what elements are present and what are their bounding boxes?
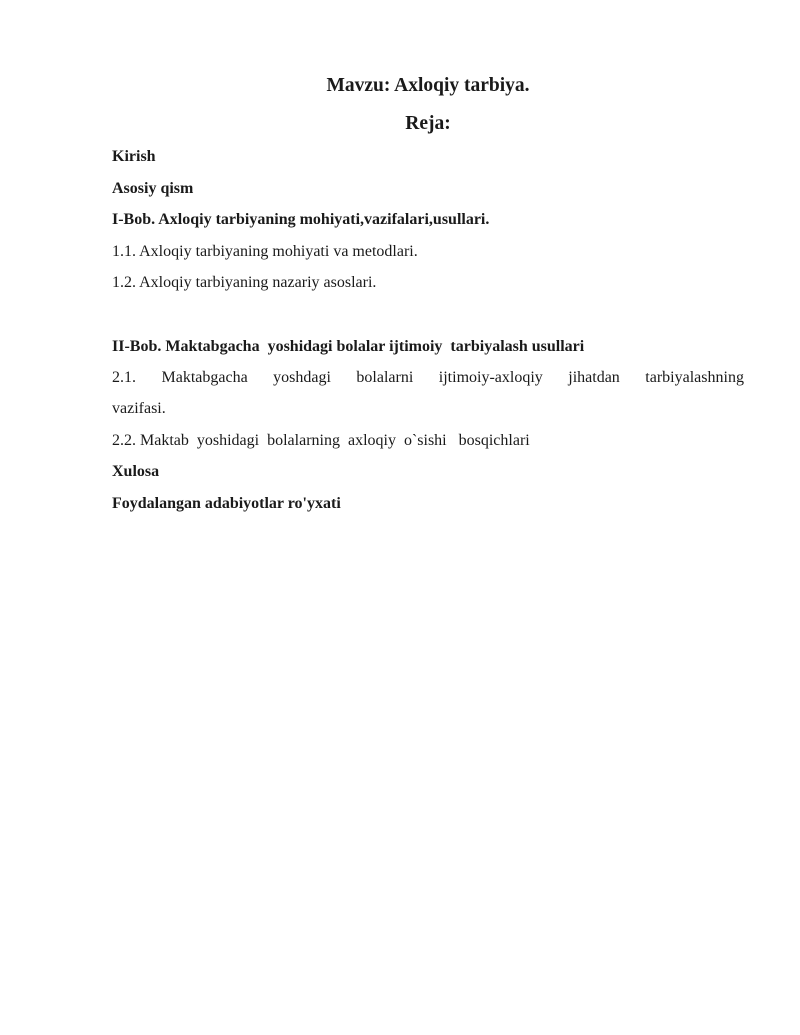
section-2-1-word: 2.1. <box>112 369 136 386</box>
section-2-1-word: ijtimoiy-axloqiy <box>438 369 543 386</box>
section-2-1-continuation: vazifasi. <box>112 400 166 417</box>
section-2-1-word: bolalarni <box>356 369 414 386</box>
plan-item-main-part: Asosiy qism <box>112 180 194 197</box>
plan-heading: Reja: <box>405 113 451 134</box>
plan-item-references: Foydalangan adabiyotlar ro'yxati <box>112 495 341 512</box>
section-2-1-word: tarbiyalashning <box>645 369 744 386</box>
chapter-2-heading: II-Bob. Maktabgacha yoshidagi bolalar ijtimoiy tarbiyalash usullari <box>112 338 585 355</box>
plan-item-conclusion: Xulosa <box>112 463 160 480</box>
chapter-1-heading: I-Bob. Axloqiy tarbiyaning mohiyati,vazifalari,usullari. <box>112 211 490 228</box>
document-title: Mavzu: Axloqiy tarbiya. <box>326 75 530 96</box>
plan-item-intro: Kirish <box>112 148 156 165</box>
section-1-1: 1.1. Axloqiy tarbiyaning mohiyati va metodlari. <box>112 243 418 260</box>
section-2-1-word: jihatdan <box>568 369 620 386</box>
section-2-2: 2.2. Maktab yoshidagi bolalarning axloqiy o`sishi bosqichlari <box>112 432 530 449</box>
section-2-1-word: yoshdagi <box>273 369 331 386</box>
section-2-1 <box>112 369 744 387</box>
section-1-2: 1.2. Axloqiy tarbiyaning nazariy asoslari. <box>112 274 377 291</box>
section-2-1-word: Maktabgacha <box>161 369 248 386</box>
